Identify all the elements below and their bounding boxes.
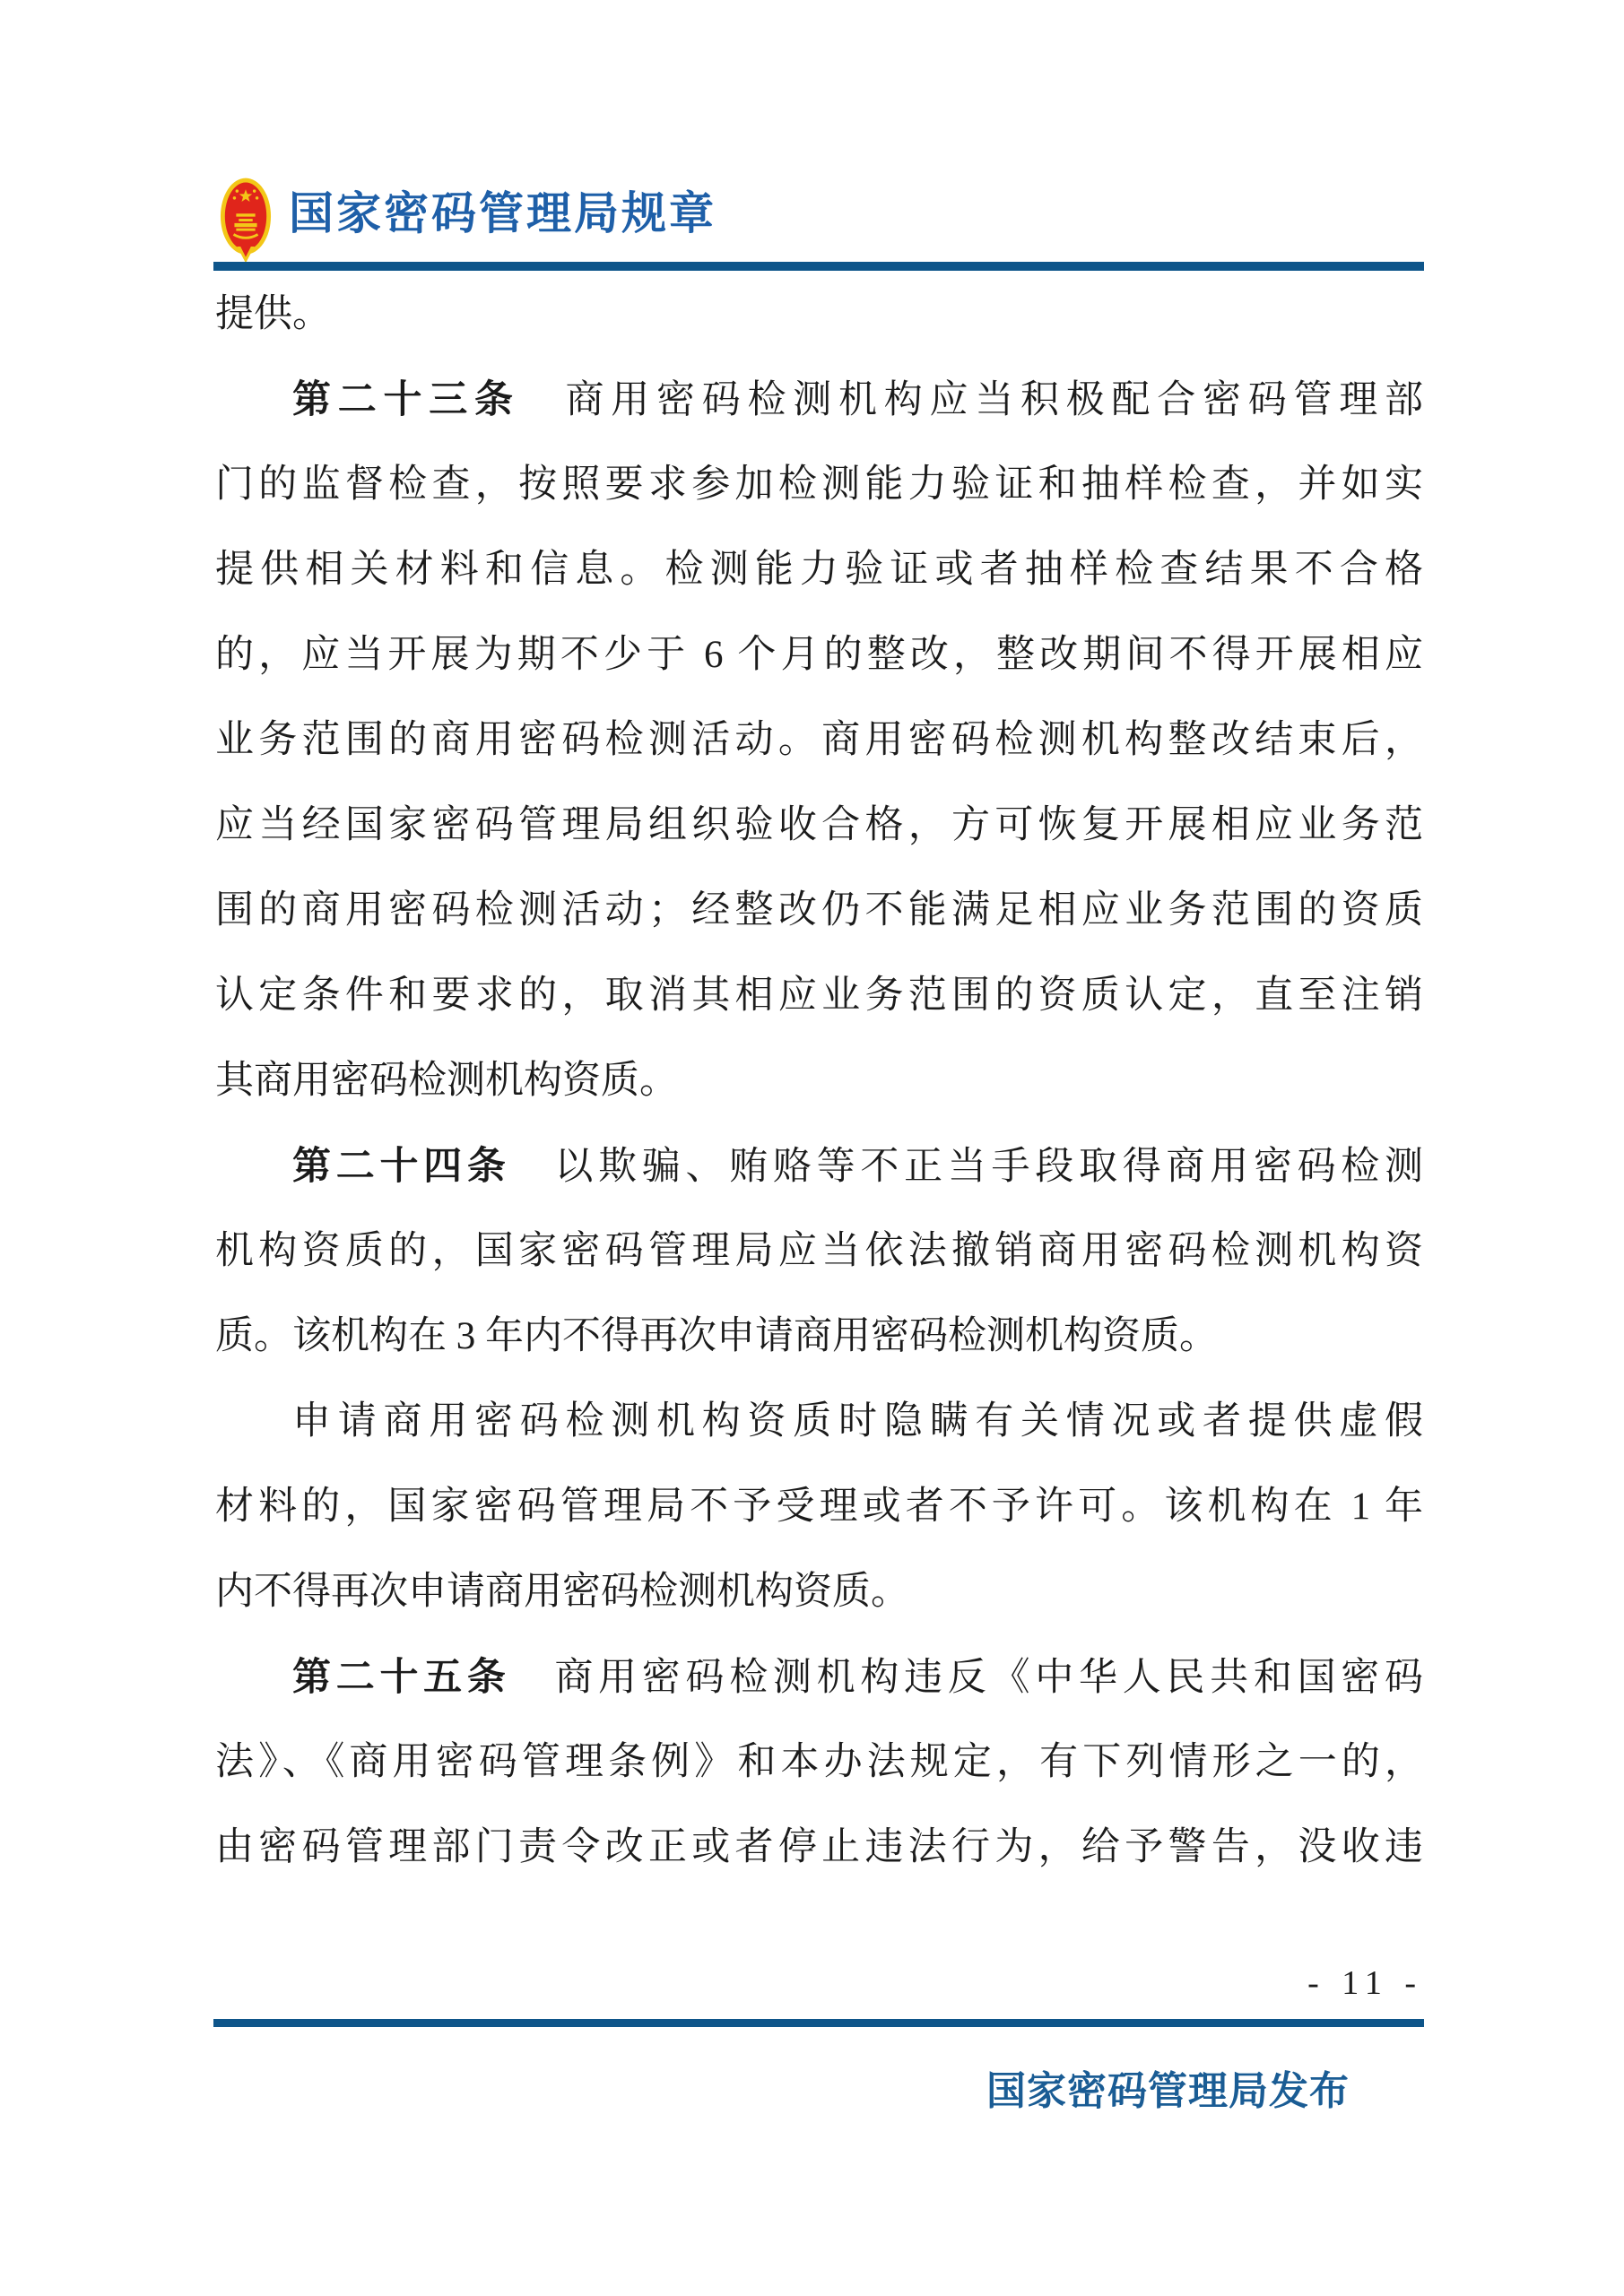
text-line [215, 1313, 1423, 1399]
footer-rule [213, 2019, 1424, 2027]
document-body [215, 291, 1423, 1910]
article-number: 第二十五条 [292, 1656, 511, 1699]
text-line [215, 802, 1423, 888]
line-text: 业务范围的商用密码检测活动。商用密码检测机构整改结束后， [215, 719, 1423, 761]
header-rule [213, 262, 1424, 271]
article-number: 第二十四条 [292, 1145, 511, 1188]
text-line [215, 1058, 1423, 1143]
text-line [215, 1739, 1423, 1824]
line-text: 其商用密码检测机构资质。 [215, 1060, 678, 1102]
text-line [215, 1654, 1423, 1739]
line-text: 商用密码检测机构违反《中华人民共和国密码 [510, 1657, 1424, 1699]
line-text: 内不得再次申请商用密码检测机构资质。 [215, 1571, 909, 1613]
header-title: 国家密码管理局规章 [289, 188, 716, 238]
text-line [215, 632, 1423, 717]
line-text: 材料的，国家密码管理局不予受理或者不予许可。该机构在 1 年 [215, 1486, 1423, 1528]
line-text: 机构资质的，国家密码管理局应当依法撤销商用密码检测机构资 [215, 1230, 1423, 1272]
line-text: 应当经国家密码管理局组织验收合格，方可恢复开展相应业务范 [215, 804, 1423, 846]
line-text: 商用密码检测机构应当积极配合密码管理部 [519, 379, 1423, 421]
line-text: 法》、《商用密码管理条例》和本办法规定，有下列情形之一的， [215, 1741, 1423, 1783]
national-emblem-icon [220, 176, 272, 265]
text-line [215, 377, 1423, 462]
line-text: 申请商用密码检测机构资质时隐瞒有关情况或者提供虚假 [292, 1400, 1423, 1443]
line-text: 质。该机构在 3 年内不得再次申请商用密码检测机构资质。 [215, 1315, 1218, 1357]
line-text: 围的商用密码检测活动；经整改仍不能满足相应业务范围的资质 [215, 889, 1423, 931]
text-line [215, 1143, 1423, 1228]
line-text: 提供。 [215, 293, 331, 335]
line-text: 认定条件和要求的，取消其相应业务范围的资质认定，直至注销 [215, 975, 1423, 1017]
text-line [215, 1399, 1423, 1484]
publisher-label: 国家密码管理局发布 [986, 2069, 1350, 2113]
page-number: - 11 - [1307, 1964, 1423, 2002]
text-line [215, 462, 1423, 547]
line-text: 以欺骗、贿赂等不正当手段取得商用密码检测 [510, 1146, 1424, 1188]
line-text: 的，应当开展为期不少于 6 个月的整改，整改期间不得开展相应 [215, 634, 1423, 676]
text-line [215, 973, 1423, 1058]
text-line [215, 1484, 1423, 1569]
line-text: 提供相关材料和信息。检测能力验证或者抽样检查结果不合格 [215, 549, 1423, 591]
text-line [215, 888, 1423, 973]
text-line [215, 1228, 1423, 1313]
text-line [215, 717, 1423, 802]
line-text: 门的监督检查，按照要求参加检测能力验证和抽样检查，并如实 [215, 464, 1423, 506]
text-line [215, 291, 1423, 377]
line-text: 由密码管理部门责令改正或者停止违法行为，给予警告，没收违 [215, 1826, 1423, 1868]
text-line [215, 1824, 1423, 1910]
article-number: 第二十三条 [292, 378, 520, 421]
text-line [215, 1569, 1423, 1654]
text-line [215, 547, 1423, 632]
